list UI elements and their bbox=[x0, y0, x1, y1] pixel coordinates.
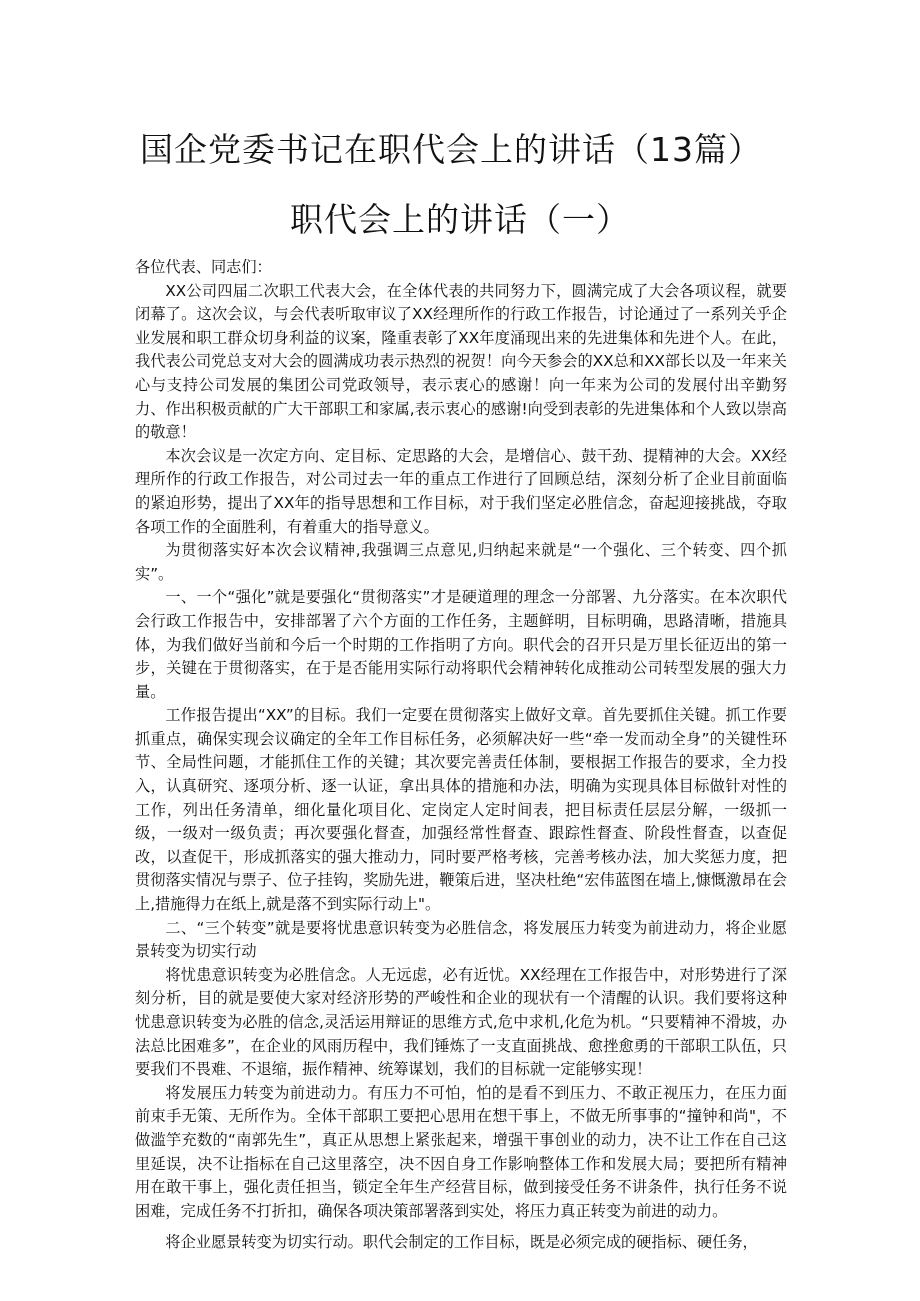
paragraph: 为贯彻落实好本次会议精神,我强调三点意见,归纳起来就是“一个强化、三个转变、四个抓实”。 bbox=[135, 541, 787, 583]
paragraph: XX公司四届二次职工代表大会，在全体代表的共同努力下，圆满完成了大会各项议程，就要闭幕了。这次会议，与会代表听取审议了XX经理所作的行政工作报告，讨论通过了一系列关乎企业发展和职工群众切身利益的议案，隆重表彰了XX年度涌现出来的先进集体和先进个人。在此，我代表公司党总支对大会的圆满成功表示热烈的祝贺！向今天参会的XX总和XX部长以及一年来关心与支持公司发展的集团公司党政领导，表示衷心的感谢！向一年来为公司的发展付出辛勤努力、作出积极贡献的广大干部职工和家属,表示衷心的感谢!向受到表彰的先进集体和个人致以崇高的敬意！ bbox=[135, 281, 787, 442]
paragraph: 将发展压力转变为前进动力。有压力不可怕，怕的是看不到压力、不敢正视压力，在压力面前束手无策、无所作为。全体干部职工要把心思用在想干事上，不做无所事事的“撞钟和尚"，不做滥竽充数的“南郭先生”，真正从思想上紧张起来，增强干事创业的动力，决不让工作在自己这里延误，决不让指标在自己这里落空，决不因自身工作影响整体工作和发展大局；要把所有精神用在敢干事上，强化责任担当，锁定全年生产经营目标，做到接受任务不讲条件，执行任务不说困难，完成任务不打折扣，确保各项决策部署落到实处，将压力真正转变为前进的动力。 bbox=[135, 1083, 787, 1220]
document-title: 国企党委书记在职代会上的讲话（13篇） bbox=[140, 130, 762, 169]
document-body bbox=[135, 256, 787, 1255]
paragraph: 将忧患意识转变为必胜信念。人无远虑，必有近忧。XX经理在工作报告中，对形势进行了深刻分析，目的就是要使大家对经济形势的严峻性和企业的现状有一个清醒的认识。我们要将这种忧患意识转变为必胜的信念,灵活运用辩证的思维方式,危中求机,化危为机。“只要精神不滑坡，办法总比困难多”，在企业的风雨历程中，我们锤炼了一支直面挑战、愈挫愈勇的干部职工队伍，只要我们不畏难、不退缩，振作精神、统筹谋划，我们的目标就一定能够实现！ bbox=[135, 965, 787, 1079]
paragraph: 一、一个“强化”就是要强化“贯彻落实”才是硬道理的理念一分部署、九分落实。在本次职代会行政工作报告中，安排部署了六个方面的工作任务，主题鲜明，目标明确，思路清晰，措施具体，为我们做好当前和今后一个时期的工作指明了方向。职代会的召开只是万里长征迈出的第一步，关键在于贯彻落实，在于是否能用实际行动将职代会精神转化成推动公司转型发展的强大力量。 bbox=[135, 588, 787, 701]
section-heading: 二、“三个转变”就是要将忧患意识转变为必胜信念，将发展压力转变为前进动力，将企业愿景转变为切实行动 bbox=[135, 918, 787, 961]
paragraph: 将企业愿景转变为切实行动。职代会制定的工作目标，既是必须完成的硬指标、硬任务， bbox=[165, 1233, 758, 1252]
document-subtitle: 职代会上的讲话（一） bbox=[290, 200, 630, 239]
paragraph: 工作报告提出“XX”的目标。我们一定要在贯彻落实上做好文章。首先要抓住关键。抓工作要抓重点，确保实现会议确定的全年工作目标任务，必须解决好一些“牵一发而动全身”的关键性环节、全局性问题，才能抓住工作的关键；其次要完善责任体制，要根据工作报告的要求，全力投入，认真研究、逐项分析、逐一认证，拿出具体的措施和办法，明确为实现具体目标做针对性的工作，列出任务清单，细化量化项目化、定岗定人定时间表，把目标责任层层分解，一级抓一级，一级对一级负责；再次要强化督查，加强经常性督查、跟踪性督查、阶段性督查，以查促改，以查促干，形成抓落实的强大推动力，同时要严格考核，完善考核办法，加大奖惩力度，把贯彻落实情况与票子、位子挂钩，奖励先进，鞭策后进，坚决杜绝“宏伟蓝图在墙上,慷慨激昂在会上,措施得力在纸上,就是落不到实际行动上"。 bbox=[135, 706, 787, 914]
greeting: 各位代表、同志们： bbox=[135, 258, 272, 276]
paragraph: 本次会议是一次定方向、定目标、定思路的大会，是增信心、鼓干劲、提精神的大会。XX经理所作的行政工作报告，对公司过去一年的重点工作进行了回顾总结，深刻分析了企业目前面临的紧迫形势，提出了XX年的指导思想和工作目标，对于我们坚定必胜信念，奋起迎接挑战，夺取各项工作的全面胜利，有着重大的指导意义。 bbox=[135, 446, 787, 536]
